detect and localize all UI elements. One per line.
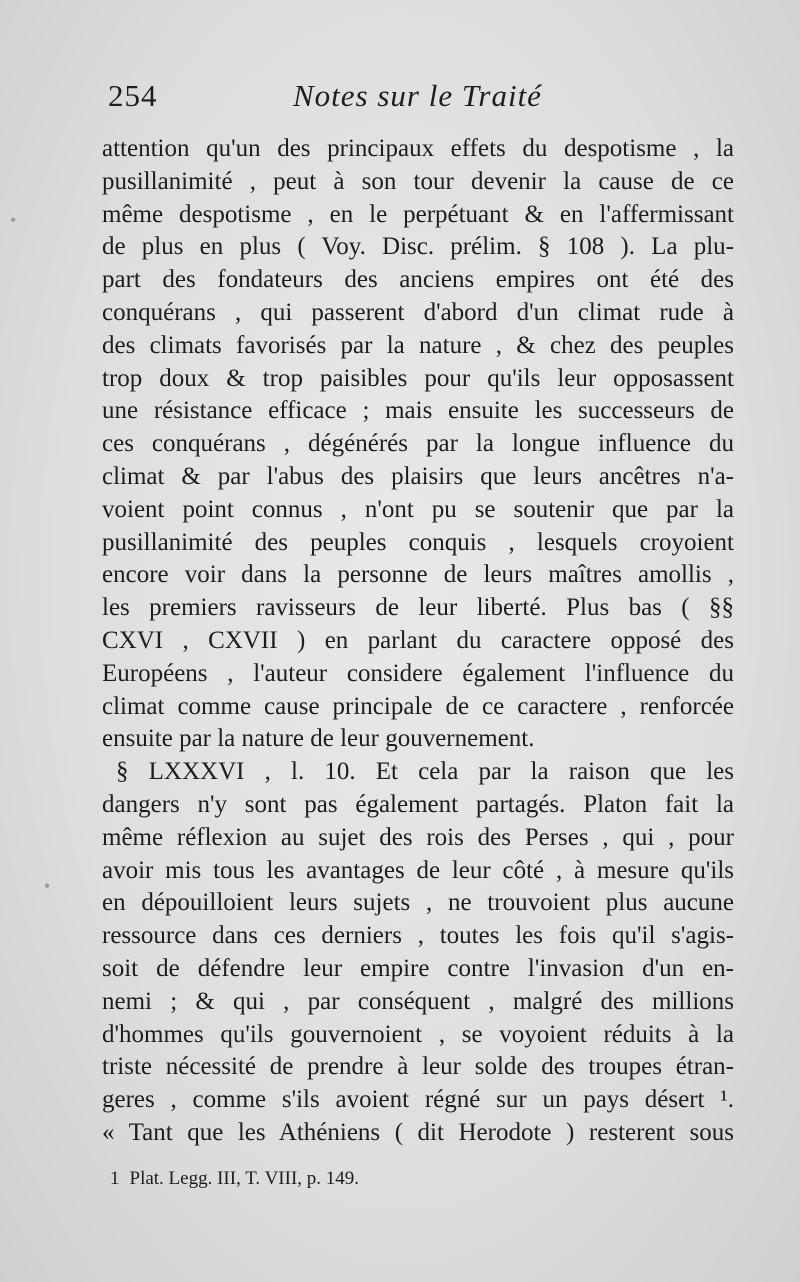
text-line: Européens , l'auteur considere également l'influence du: [102, 659, 734, 687]
text-line: CXVI , CXVII ) en parlant du caractere opposé des: [102, 626, 734, 654]
text-line: encore voir dans la personne de leurs maîtres amollis ,: [102, 561, 734, 589]
footnote: [110, 1166, 510, 1192]
text-line: conquérans , qui passerent d'abord d'un climat rude à: [102, 298, 734, 326]
footnote-number: 1: [110, 1168, 120, 1189]
text-line: une résistance efficace ; mais ensuite les successeurs de: [102, 397, 734, 425]
text-line: attention qu'un des principaux effets du despotisme , la: [102, 135, 734, 162]
text-line: triste nécessité de prendre à leur solde des troupes étran-: [102, 1053, 734, 1081]
text-line: pusillanimité des peuples conquis , lesquels croyoient: [102, 528, 734, 556]
text-line: nemi ; & qui , par conséquent , malgré des millions: [102, 987, 734, 1015]
margin-dot: •: [44, 876, 51, 896]
body-text: [102, 133, 734, 1150]
text-line: de plus en plus ( Voy. Disc. prélim. § 108 ). La plu-: [102, 233, 734, 261]
text-line: des climats favorisés par la nature , & chez des peuples: [102, 331, 734, 359]
text-line: ressource dans ces derniers , toutes les fois qu'il s'agis-: [102, 922, 734, 950]
text-line: dangers n'y sont pas également partagés. Platon fait la: [102, 790, 734, 818]
margin-dot: •: [10, 210, 17, 230]
text-line: voient point connus , n'ont pu se soutenir que par la: [102, 495, 734, 523]
text-line: soit de défendre leur empire contre l'invasion d'un en-: [102, 954, 734, 982]
text-line: « Tant que les Athéniens ( dit Herodote ) resterent sous: [102, 1118, 734, 1146]
page-header: [100, 78, 740, 118]
text-line: même réflexion au sujet des rois des Perses , qui , pour: [102, 823, 734, 851]
text-line: geres , comme s'ils avoient régné sur un pays désert ¹.: [102, 1086, 734, 1114]
page-number: 254: [108, 78, 158, 113]
text-line: pusillanimité , peut à son tour devenir la cause de ce: [102, 167, 734, 195]
footnote-text: Plat. Legg. III, T. VIII, p. 149.: [129, 1168, 360, 1189]
text-line: climat comme cause principale de ce caractere , renforcée: [102, 692, 734, 720]
text-line: ces conquérans , dégénérés par la longue influence du: [102, 430, 734, 458]
text-line: ensuite par la nature de leur gouvernement.: [102, 725, 535, 753]
text-line: trop doux & trop paisibles pour qu'ils leur opposassent: [102, 364, 734, 392]
text-line: d'hommes qu'ils gouvernoient , se voyoient réduits à la: [102, 1020, 734, 1048]
text-line: part des fondateurs des anciens empires ont été des: [102, 266, 734, 294]
text-line: les premiers ravisseurs de leur liberté. Plus bas ( §§: [102, 594, 734, 622]
text-line: même despotisme , en le perpétuant & en l'affermissant: [102, 200, 734, 228]
section-heading-line: § LXXXVI , l. 10. Et cela par la raison que les: [116, 758, 734, 786]
text-line: en dépouilloient leurs sujets , ne trouvoient plus aucune: [102, 889, 734, 917]
text-line: climat & par l'abus des plaisirs que leurs ancêtres n'a-: [102, 462, 734, 490]
text-line: avoir mis tous les avantages de leur côté , à mesure qu'ils: [102, 856, 734, 884]
running-head: Notes sur le Traité: [293, 78, 542, 113]
